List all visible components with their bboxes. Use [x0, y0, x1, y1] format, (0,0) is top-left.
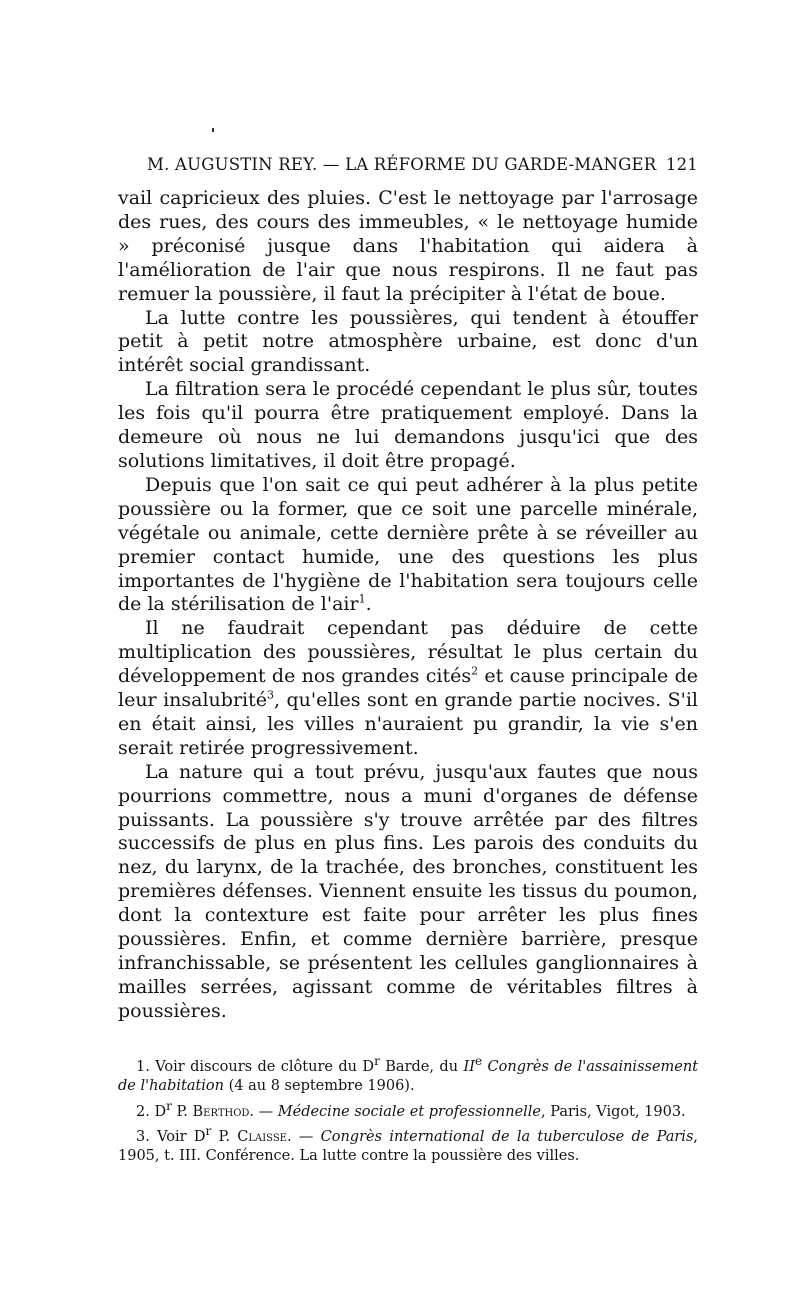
body-text	[118, 187, 698, 1024]
footnote-3-dash: —	[298, 1128, 321, 1145]
footnote-3-sup: r	[205, 1123, 212, 1138]
footnotes	[118, 1052, 698, 1167]
footnote-3-text-a: Voir D	[157, 1128, 206, 1145]
paragraph-5-text-a: Il ne faudrait cependant pas déduire de cette multiplication des poussières, résultat le plus certain du développement de nos grandes cités	[118, 617, 698, 688]
footnote-1-congress-number: II	[463, 1058, 475, 1075]
paragraph-6: La nature qui a tout prévu, jusqu'aux fautes que nous pourrions commettre, nous a muni d'organes de défense puissants. La poussière s'y trouve arrêtée par des filtres successifs de plus en plus fins. Les parois des conduits du nez, du larynx, de la trachée, des bronches, constituent les premières défenses. Viennent ensuite les tissus du poumon, dont la contexture est faite pour arrêter les plus fines poussières. Enfin, et comme dernière barrière, presque infranchissable, se présentent les cellules ganglionnaires à mailles serrées, agissant comme de véritables filtres à poussières.	[118, 760, 698, 1022]
paragraph-2: La lutte contre les poussières, qui tendent à étouffer petit à petit notre atmosphère urbaine, est donc d'un intérêt social grandissant.	[118, 306, 698, 377]
paragraph-1: vail capricieux des pluies. C'est le nettoyage par l'arrosage des rues, des cours des immeubles, « le nettoyage humide » préconisé jusque dans l'habitation qui aidera à l'amélioration de l'air que nous respirons. Il ne faut pas remuer la poussière, il faut la précipiter à l'état de boue.	[118, 187, 698, 305]
footnote-1-text-a: Voir discours de clôture du D	[155, 1058, 375, 1075]
footnote-2-number: 2.	[136, 1103, 150, 1120]
footnote-1-congress-sup: e	[474, 1054, 483, 1068]
footnote-3-details: , 1905, t. III. Conférence. La lutte contre la poussière des villes.	[118, 1128, 698, 1165]
footnote-3-author: P. Claisse.	[218, 1128, 292, 1145]
footnote-2-text-a: D	[154, 1103, 167, 1120]
footnote-1-number: 1.	[136, 1058, 150, 1075]
paragraph-5-text-c: , qu'elles sont en grande partie nocives. S'il en était ainsi, les villes n'auraient pu grandir, la vie s'en serait retirée progressivement.	[118, 689, 698, 759]
paragraph-5	[118, 617, 698, 760]
footnote-2	[118, 1097, 698, 1122]
footnote-1-congress-title: Congrès de l'assainissement de l'habitation	[118, 1058, 699, 1095]
footnote-2-sup: r	[166, 1098, 172, 1113]
footnote-marker-2: 2	[471, 664, 479, 678]
running-title: M. AUGUSTIN REY. — LA RÉFORME DU GARDE-MANGER	[147, 155, 657, 174]
footnote-3-congress-title: Congrès international de la tuberculose de Paris	[320, 1128, 694, 1145]
footnote-marker-1: 1	[358, 593, 366, 607]
paragraph-4-text: Depuis que l'on sait ce qui peut adhérer à la plus petite poussière ou la former, que ce soit une parcelle minérale, végétale ou animale, cette dernière prête à se réveiller au premier contact humide, une des questions les plus importantes de l'hygiène de l'habitation sera toujours celle de la stérilisation de l'air	[118, 473, 698, 616]
footnote-3	[118, 1122, 698, 1167]
footnote-1-text-b: Barde, du	[385, 1058, 459, 1075]
paragraph-3: La filtration sera le procédé cependant le plus sûr, toutes les fois qu'il pourra être pratiquement employé. Dans la demeure où nous ne lui demandons jusqu'ici que des solutions limitatives, il doit être propagé.	[118, 378, 698, 472]
page-number: 121	[665, 155, 698, 174]
paragraph-5-text-b: et cause principale de leur insalubrité	[118, 665, 698, 712]
footnote-1-dates: (4 au 8 septembre 1906).	[228, 1078, 415, 1095]
footnote-2-book-title: Médecine sociale et professionnelle	[277, 1103, 542, 1120]
footnote-marker-3: 3	[267, 688, 274, 702]
footnote-2-publisher: , Paris, Vigot, 1903.	[541, 1103, 686, 1120]
footnote-2-dash: —	[258, 1103, 278, 1120]
footnote-2-author: P. Berthod.	[176, 1103, 255, 1120]
running-header	[147, 152, 698, 178]
footnote-1-sup: r	[374, 1054, 380, 1068]
footnote-1	[118, 1052, 698, 1097]
paragraph-4: Depuis que l'on sait ce qui peut adhérer à la plus petite poussière ou la former, que ce soit une parcelle minérale, végétale ou animale, cette dernière prête à se réveiller au premier contact humide, une des questions les plus importantes de l'hygiène de l'habitation sera toujours celle de la stérilisation de l'air$^1$.	[118, 473, 698, 616]
ink-speck	[212, 128, 214, 132]
footnote-3-number: 3.	[136, 1128, 150, 1145]
